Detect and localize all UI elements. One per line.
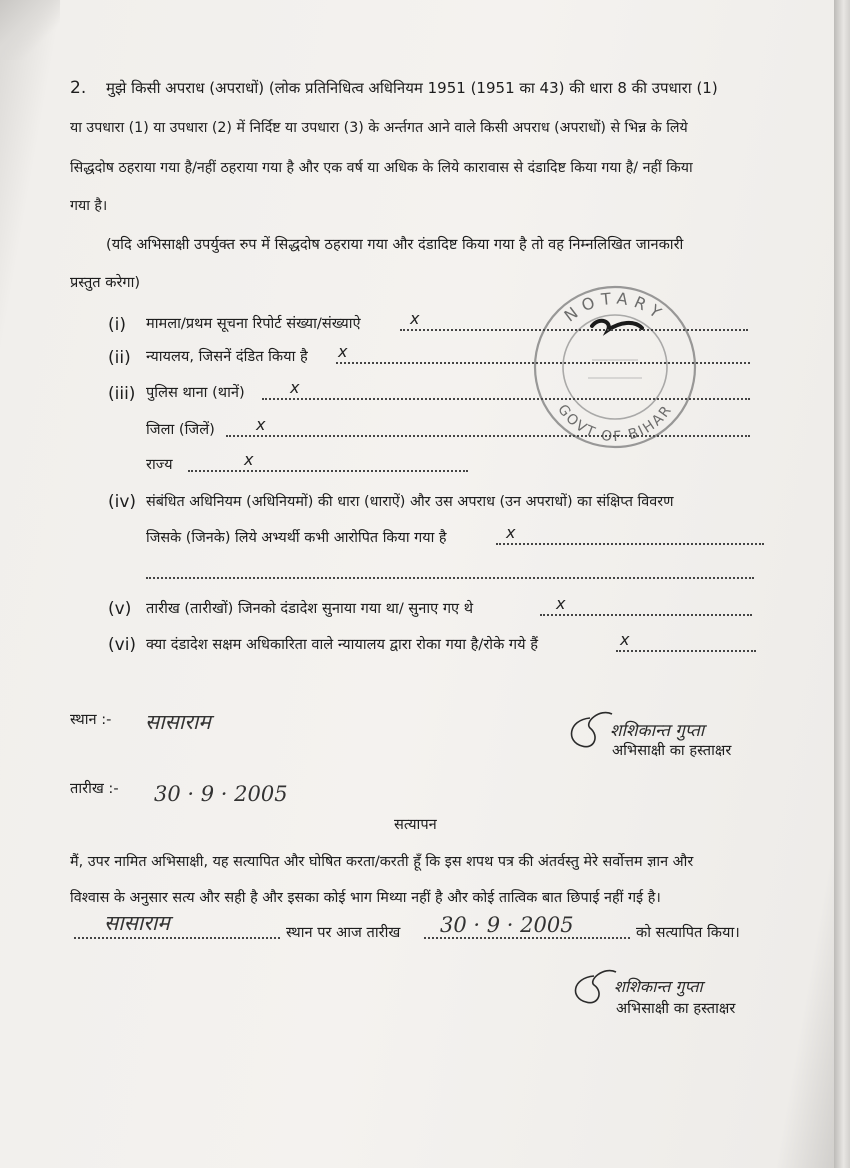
- verification-place-value: सासाराम: [104, 911, 170, 935]
- item-ii-blank: [336, 362, 750, 364]
- para2-line-3: सिद्धदोष ठहराया गया है/नहीं ठहराया गया है और एक वर्ष या अधिक के लिये कारावास से दंडादिष्ट किया गया है/ नहीं किया: [70, 160, 693, 176]
- item-i-label: मामला/प्रथम सूचना रिपोर्ट संख्या/संख्याऐ: [146, 315, 361, 332]
- item-iii-rajya-label: राज्य: [146, 456, 173, 473]
- item-vi-label: क्या दंडादेश सक्षम अधिकारिता वाले न्यायालय द्वारा रोका गया है/रोके गये हैं: [146, 636, 538, 653]
- item-iv-line-1: संबंधित अधिनियम (अधिनियमों) की धारा (धाराऐं) और उस अपराध (उन अपराधों) का संक्षिप्त विवरण: [146, 494, 674, 510]
- svg-text:GOVT OF BIHAR: [554, 402, 676, 446]
- item-iv-blank-2: [146, 577, 754, 579]
- page-edge: [834, 0, 850, 1168]
- item-i-blank: [400, 329, 748, 331]
- verification-date-value: 30 · 9 · 2005: [440, 913, 574, 937]
- note-line-1: (यदि अभिसाक्षी उपर्युक्त रुप में सिद्धदोष ठहराया गया और दंडादिष्ट किया गया है तो वह निम्नलिखित जानकारी: [106, 236, 684, 253]
- item-v-label: तारीख (तारीखों) जिनको दंडादेश सुनाया गया था/ सुनाए गए थे: [146, 600, 474, 617]
- item-ii-label: न्यायलय, जिसनें दंडित किया है: [146, 348, 308, 365]
- signature-2-handwriting: शशिकान्त गुप्ता: [614, 977, 703, 996]
- place-label: स्थान :-: [70, 711, 112, 728]
- verification-middle-text: स्थान पर आज तारीख: [286, 924, 401, 941]
- item-iii-rajya-blank: [188, 470, 468, 472]
- item-iii-jila-blank: [226, 435, 750, 437]
- signature-2-caption: अभिसाक्षी का हस्ताक्षर: [616, 1000, 736, 1017]
- item-iii-thana-label: पुलिस थाना (थानें): [146, 384, 245, 401]
- verification-line-2: विश्वास के अनुसार सत्य और सही है और इसका कोई भाग मिथ्या नहीं है और कोई तात्विक बात छिपाई नहीं गई है।: [70, 890, 661, 906]
- stamp-bottom-text: GOVT OF BIHAR: [554, 401, 676, 446]
- para-number: 2.: [70, 78, 87, 98]
- place-handwritten-value: सासाराम: [145, 710, 211, 734]
- svg-text:NOTARY: [561, 289, 670, 326]
- para2-line-1: मुझे किसी अपराध (अपराधों) (लोक प्रतिनिधित्व अधिनियम 1951 (1951 का 43) की धारा 8 की उपधारा (1): [106, 79, 718, 97]
- note-line-2: प्रस्तुत करेगा): [70, 274, 141, 291]
- item-iv-line-2: जिसके (जिनके) लिये अभ्यर्थी कभी आरोपित किया गया है: [146, 530, 447, 546]
- item-vi-cross-mark: x: [620, 630, 630, 649]
- item-v-number: (v): [108, 599, 132, 619]
- notary-stamp: [530, 282, 700, 452]
- item-iii-rajya-cross-mark: x: [244, 450, 254, 469]
- item-iii-jila-label: जिला (जिलें): [146, 421, 215, 438]
- stamp-top-text: NOTARY: [560, 288, 670, 326]
- folded-corner: [0, 0, 60, 60]
- para2-line-4: गया है।: [70, 198, 108, 214]
- item-iv-cross-mark: x: [506, 523, 516, 542]
- item-iii-number: (iii): [108, 384, 136, 404]
- item-ii-cross-mark: x: [338, 342, 348, 361]
- item-iv-number: (iv): [108, 492, 137, 512]
- item-i-cross-mark: x: [410, 309, 420, 328]
- item-ii-number: (ii): [108, 348, 131, 368]
- item-vi-number: (vi): [108, 635, 137, 655]
- verification-heading: सत्यापन: [394, 816, 437, 833]
- item-iii-thana-cross-mark: x: [290, 378, 300, 397]
- item-iii-thana-blank: [262, 398, 750, 400]
- date-label: तारीख :-: [70, 780, 119, 797]
- date-handwritten-value: 30 · 9 · 2005: [154, 782, 288, 806]
- item-vi-blank: [616, 650, 756, 652]
- verification-place-blank: [74, 937, 280, 939]
- item-iii-jila-cross-mark: x: [256, 415, 266, 434]
- verification-date-blank: [424, 937, 630, 939]
- signature-1-handwriting: शशिकान्त गुप्ता: [610, 721, 705, 741]
- verification-end-text: को सत्यापित किया।: [636, 924, 740, 941]
- verification-line-1: मैं, उपर नामित अभिसाक्षी, यह सत्यापित और घोषित करता/करती हूँ कि इस शपथ पत्र की अंतर्वस्तु मेरे सर्वोत्तम ज्ञान और: [70, 854, 694, 870]
- signature-1-caption: अभिसाक्षी का हस्ताक्षर: [612, 742, 732, 759]
- item-i-number: (i): [108, 315, 126, 335]
- item-iv-blank-1: [496, 543, 764, 545]
- item-v-cross-mark: x: [556, 594, 566, 613]
- para2-line-2: या उपधारा (1) या उपधारा (2) में निर्दिष्ट या उपधारा (3) के अर्न्तगत आने वाले किसी अपराध (अपराधों) से भिन्न के लिये: [70, 120, 688, 136]
- item-v-blank: [540, 614, 752, 616]
